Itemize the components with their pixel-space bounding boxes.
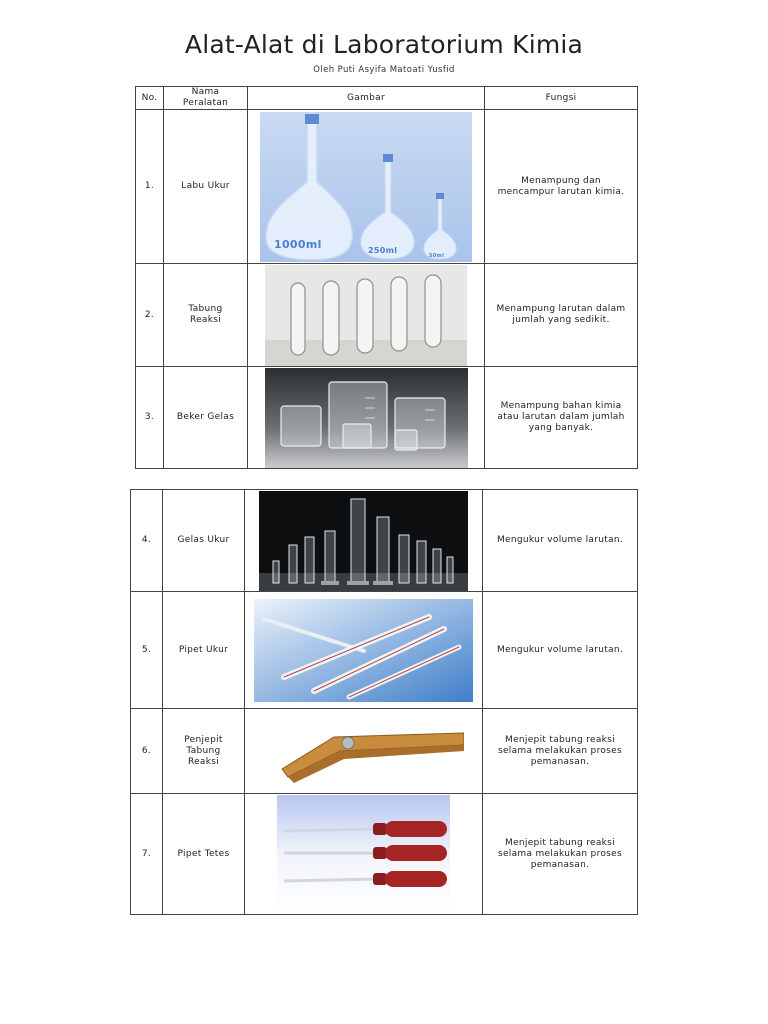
row-number: 3. bbox=[136, 367, 164, 469]
row-number: 7. bbox=[131, 794, 163, 915]
row-name: Beker Gelas bbox=[164, 367, 248, 469]
table-row bbox=[136, 110, 638, 264]
test-tube-photo bbox=[265, 265, 467, 366]
row-number: 1. bbox=[136, 110, 164, 264]
dropper-pipette-photo bbox=[277, 795, 450, 914]
row-function: Mengukur volume larutan. bbox=[483, 490, 638, 592]
row-function: Menampung larutan dalam jumlah yang sedikit. bbox=[485, 264, 638, 367]
row-number: 5. bbox=[131, 592, 163, 709]
test-tube-clamp-photo bbox=[264, 711, 464, 791]
row-number: 2. bbox=[136, 264, 164, 367]
table-row bbox=[136, 367, 638, 469]
flask-label-50: 50ml bbox=[429, 252, 445, 259]
row-number: 4. bbox=[131, 490, 163, 592]
equipment-table-1 bbox=[135, 86, 638, 469]
equipment-table-2 bbox=[130, 489, 638, 915]
table-row bbox=[131, 794, 638, 915]
table-row bbox=[131, 709, 638, 794]
row-name: Gelas Ukur bbox=[163, 490, 245, 592]
header-image: Gambar bbox=[248, 87, 485, 110]
author-line: Oleh Puti Asyifa Matoati Yusfid bbox=[313, 65, 455, 75]
row-name: Tabung Reaksi bbox=[164, 264, 248, 367]
flask-label-1000: 1000ml bbox=[274, 237, 322, 251]
row-name: Pipet Tetes bbox=[163, 794, 245, 915]
row-number: 6. bbox=[131, 709, 163, 794]
volumetric-flask-photo bbox=[260, 112, 472, 262]
header-function: Fungsi bbox=[485, 87, 638, 110]
header-name: Nama Peralatan bbox=[164, 87, 248, 110]
row-function: Menampung bahan kimia atau larutan dalam jumlah yang banyak. bbox=[485, 367, 638, 469]
measuring-pipette-photo bbox=[254, 599, 473, 702]
table-row bbox=[131, 592, 638, 709]
beaker-photo bbox=[265, 368, 468, 468]
row-name: Pipet Ukur bbox=[163, 592, 245, 709]
row-name: Labu Ukur bbox=[164, 110, 248, 264]
page-title: Alat-Alat di Laboratorium Kimia bbox=[184, 30, 584, 59]
table-row bbox=[136, 264, 638, 367]
row-function: Menjepit tabung reaksi selama melakukan proses pemanasan. bbox=[483, 709, 638, 794]
row-function: Menjepit tabung reaksi selama melakukan proses pemanasan. bbox=[483, 794, 638, 915]
row-name: Penjepit Tabung Reaksi bbox=[163, 709, 245, 794]
table-header-row bbox=[136, 87, 638, 110]
flask-label-250: 250ml bbox=[368, 245, 398, 255]
row-function: Menampung dan mencampur larutan kimia. bbox=[485, 110, 638, 264]
header-no: No. bbox=[136, 87, 164, 110]
row-function: Mengukur volume larutan. bbox=[483, 592, 638, 709]
table-row bbox=[131, 490, 638, 592]
graduated-cylinder-photo bbox=[259, 491, 468, 591]
